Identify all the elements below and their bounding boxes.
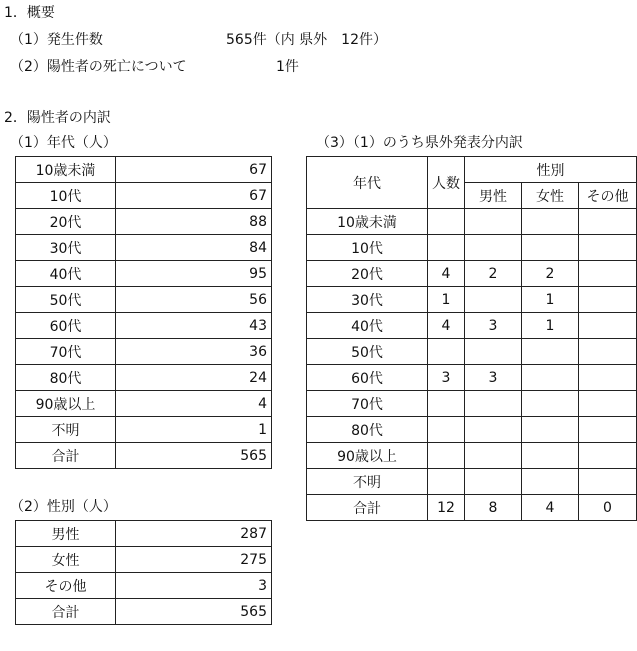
age-value: 1 <box>116 417 272 443</box>
table-row <box>307 261 637 287</box>
outside-count <box>428 417 465 443</box>
table-row <box>307 443 637 469</box>
outside-table-title: （3）（1）のうち県外発表分内訳 <box>316 135 523 151</box>
outside-male <box>465 209 522 235</box>
age-label: 40代 <box>16 261 116 287</box>
table-row <box>307 365 637 391</box>
age-label: 不明 <box>16 417 116 443</box>
age-label: 20代 <box>16 209 116 235</box>
outside-other <box>579 313 637 339</box>
age-label: 10歳未満 <box>16 157 116 183</box>
age-table <box>15 156 272 469</box>
sex-value: 287 <box>116 521 272 547</box>
table-row <box>307 287 637 313</box>
outside-male <box>465 287 522 313</box>
table-row <box>307 417 637 443</box>
header-other: その他 <box>579 183 637 209</box>
outside-other <box>579 469 637 495</box>
header-count: 人数 <box>428 157 465 209</box>
outside-age: 10歳未満 <box>307 209 428 235</box>
outside-age: 10代 <box>307 235 428 261</box>
outside-other <box>579 365 637 391</box>
age-label: 90歳以上 <box>16 391 116 417</box>
age-label: 70代 <box>16 339 116 365</box>
summary-line2-value: 1件 <box>276 59 299 75</box>
header-female: 女性 <box>522 183 579 209</box>
table-row <box>307 313 637 339</box>
age-value: 43 <box>116 313 272 339</box>
outside-male <box>465 235 522 261</box>
table-row <box>307 235 637 261</box>
table-row <box>16 313 272 339</box>
outside-other <box>579 235 637 261</box>
table-row <box>16 339 272 365</box>
outside-age: 50代 <box>307 339 428 365</box>
sex-value: 275 <box>116 547 272 573</box>
outside-count: 3 <box>428 365 465 391</box>
sex-label: 合計 <box>16 599 116 625</box>
summary-line1-label: （1）発生件数 <box>10 32 103 48</box>
age-label: 50代 <box>16 287 116 313</box>
outside-count <box>428 339 465 365</box>
header-age: 年代 <box>307 157 428 209</box>
outside-female <box>522 443 579 469</box>
outside-other <box>579 261 637 287</box>
outside-count <box>428 469 465 495</box>
age-label: 60代 <box>16 313 116 339</box>
outside-other: 0 <box>579 495 637 521</box>
sex-value: 565 <box>116 599 272 625</box>
table-row <box>16 443 272 469</box>
outside-female <box>522 469 579 495</box>
outside-age: 20代 <box>307 261 428 287</box>
table-row <box>16 235 272 261</box>
age-value: 36 <box>116 339 272 365</box>
outside-male <box>465 339 522 365</box>
outside-male: 8 <box>465 495 522 521</box>
outside-count <box>428 443 465 469</box>
outside-male: 2 <box>465 261 522 287</box>
age-value: 24 <box>116 365 272 391</box>
age-value: 84 <box>116 235 272 261</box>
outside-age: 40代 <box>307 313 428 339</box>
sex-value: 3 <box>116 573 272 599</box>
summary-line2-label: （2）陽性者の死亡について <box>10 59 187 75</box>
outside-female <box>522 339 579 365</box>
sex-label: 男性 <box>16 521 116 547</box>
outside-female <box>522 365 579 391</box>
table-row <box>16 521 272 547</box>
table-row <box>307 391 637 417</box>
outside-female <box>522 209 579 235</box>
outside-female: 1 <box>522 287 579 313</box>
outside-other <box>579 417 637 443</box>
outside-other <box>579 287 637 313</box>
summary-heading: 1．概要 <box>4 5 55 21</box>
table-row <box>16 417 272 443</box>
age-label: 合計 <box>16 443 116 469</box>
sex-label: その他 <box>16 573 116 599</box>
age-label: 10代 <box>16 183 116 209</box>
age-value: 88 <box>116 209 272 235</box>
outside-age: 30代 <box>307 287 428 313</box>
outside-count: 1 <box>428 287 465 313</box>
table-row <box>307 469 637 495</box>
outside-male <box>465 391 522 417</box>
outside-male: 3 <box>465 313 522 339</box>
outside-male <box>465 443 522 469</box>
table-row <box>16 547 272 573</box>
outside-age: 60代 <box>307 365 428 391</box>
table-row <box>16 209 272 235</box>
outside-female <box>522 235 579 261</box>
table-row <box>16 365 272 391</box>
table-row <box>16 391 272 417</box>
outside-count: 12 <box>428 495 465 521</box>
outside-male <box>465 469 522 495</box>
table-row <box>16 573 272 599</box>
age-value: 67 <box>116 183 272 209</box>
table-row <box>16 157 272 183</box>
age-value: 95 <box>116 261 272 287</box>
sex-table <box>15 520 272 625</box>
table-row <box>16 261 272 287</box>
header-male: 男性 <box>465 183 522 209</box>
sex-label: 女性 <box>16 547 116 573</box>
outside-age: 不明 <box>307 469 428 495</box>
outside-female: 1 <box>522 313 579 339</box>
outside-female: 2 <box>522 261 579 287</box>
breakdown-heading: 2．陽性者の内訳 <box>4 110 111 126</box>
age-table-title: （1）年代（人） <box>10 135 117 151</box>
outside-count <box>428 391 465 417</box>
table-row <box>16 287 272 313</box>
outside-table <box>306 156 637 521</box>
age-value: 67 <box>116 157 272 183</box>
outside-other <box>579 209 637 235</box>
age-value: 565 <box>116 443 272 469</box>
outside-female: 4 <box>522 495 579 521</box>
outside-count: 4 <box>428 261 465 287</box>
header-sex: 性別 <box>465 157 637 183</box>
summary-line1-value: 565件（内 県外 12件） <box>226 32 387 48</box>
outside-age: 90歳以上 <box>307 443 428 469</box>
outside-other <box>579 391 637 417</box>
table-row <box>307 209 637 235</box>
sex-table-title: （2）性別（人） <box>10 499 117 515</box>
outside-male: 3 <box>465 365 522 391</box>
outside-other <box>579 339 637 365</box>
outside-female <box>522 417 579 443</box>
table-row <box>16 599 272 625</box>
table-row <box>307 495 637 521</box>
age-value: 56 <box>116 287 272 313</box>
outside-count <box>428 209 465 235</box>
outside-count: 4 <box>428 313 465 339</box>
outside-other <box>579 443 637 469</box>
age-label: 80代 <box>16 365 116 391</box>
table-row <box>307 339 637 365</box>
table-row <box>16 183 272 209</box>
outside-count <box>428 235 465 261</box>
outside-male <box>465 417 522 443</box>
outside-age: 70代 <box>307 391 428 417</box>
age-value: 4 <box>116 391 272 417</box>
age-label: 30代 <box>16 235 116 261</box>
outside-female <box>522 391 579 417</box>
outside-age: 80代 <box>307 417 428 443</box>
outside-age: 合計 <box>307 495 428 521</box>
